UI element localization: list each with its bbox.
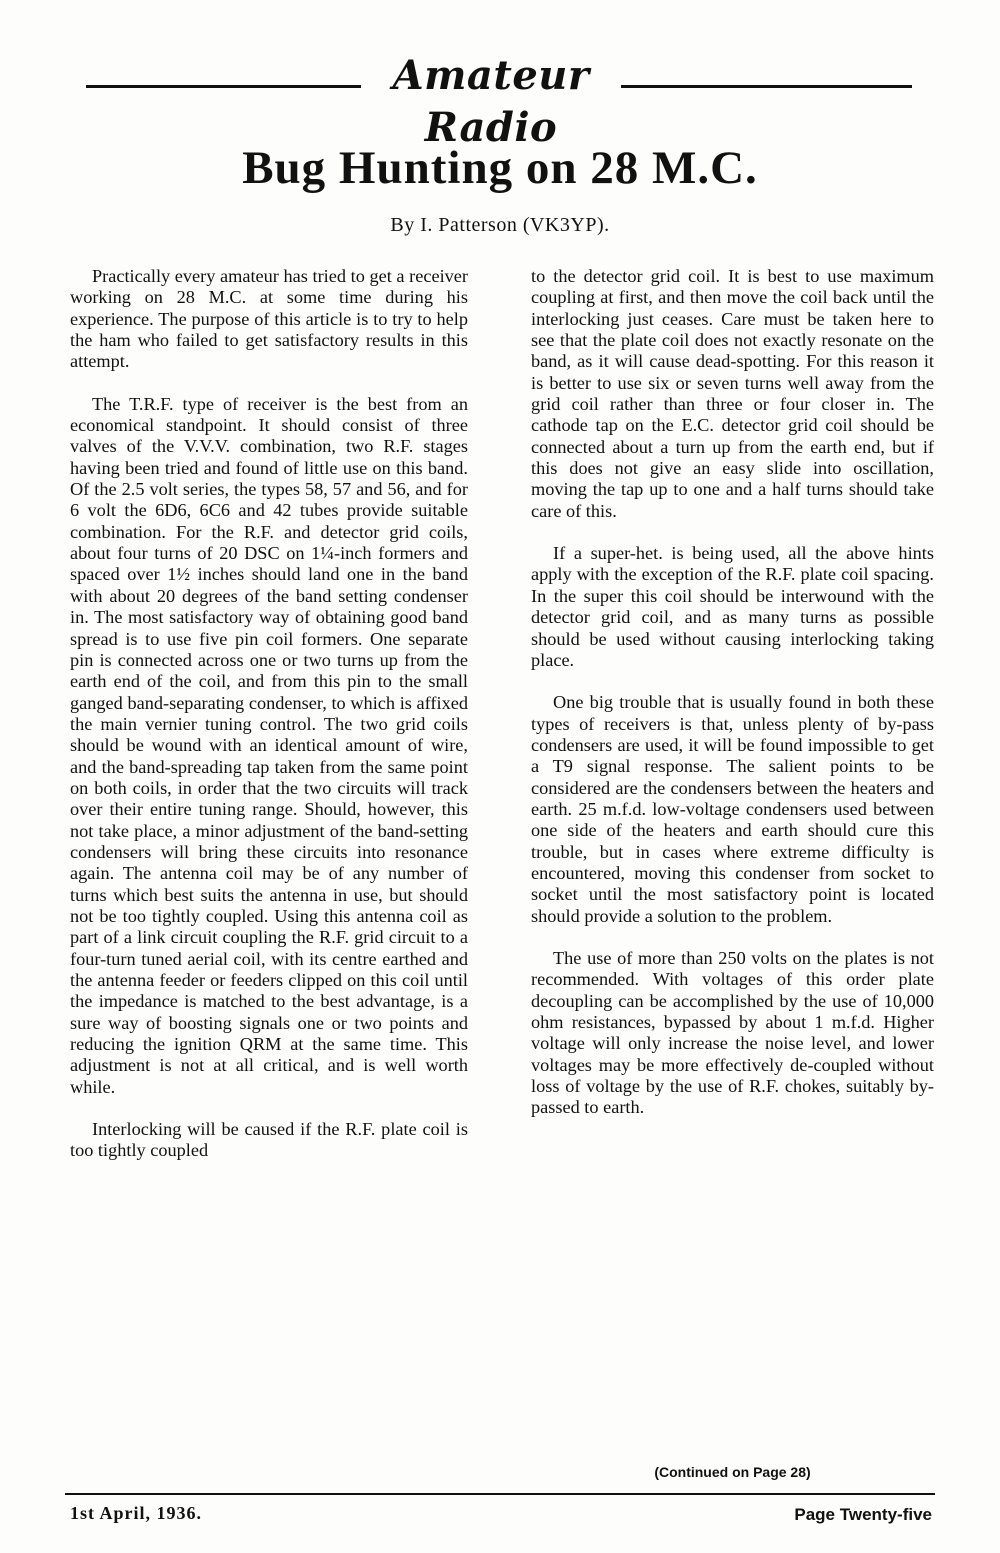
article-title: Bug Hunting on 28 M.C. bbox=[242, 142, 758, 194]
continued-note: (Continued on Page 28) bbox=[654, 1464, 811, 1480]
paragraph: Interlocking will be caused if the R.F. plate coil is too tightly coupled bbox=[70, 1119, 468, 1161]
paragraph: The use of more than 250 volts on the plates is not recommended. With voltages of this order plate decoupling can be accomplished by the use of 10,000 ohm resistances, bypassed by about 1 m.f.d. Higher voltage will only increase the noise level, and lower voltages may be more effectively de-coupled without loss of voltage by the use of R.F. chokes, suitably by-passed to earth. bbox=[531, 947, 934, 1118]
issue-date: 1st April, 1936. bbox=[70, 1503, 203, 1523]
paragraph: If a super-het. is being used, all the above hints apply with the exception of the R.F. plate coil spacing. In the super this coil should be interwound with the detector grid coil, and as many turns as possible should be used without causing interlocking taking place. bbox=[531, 543, 934, 670]
page-number: Page Twenty-five bbox=[794, 1505, 932, 1524]
masthead bbox=[86, 48, 912, 151]
masthead-rule-left bbox=[86, 85, 361, 88]
paragraph: One big trouble that is usually found in both these types of receivers is that, unless plenty of by-pass condensers are used, it will be found impossible to get a T9 signal response. The salient points to be considered are the condensers between the heaters and earth. 25 m.f.d. low-voltage condensers used between one side of the heaters and earth should cure this trouble, but in cases where extreme difficulty is encountered, moving this condenser from socket to socket until the most satisfactory point is located should provide a solution to the problem. bbox=[531, 692, 934, 926]
right-column bbox=[531, 266, 934, 1140]
footer-rule bbox=[65, 1493, 935, 1495]
paragraph: The T.R.F. type of receiver is the best from an economical standpoint. It should consist of three valves of the V.V.V. combination, two R.F. stages having been tried and found of little use on this band. Of the 2.5 volt series, the types 58, 57 and 56, and for 6 volt the 6D6, 6C6 and 42 tubes provide suitable combination. For the R.F. and detector grid coils, about four turns of 20 DSC on 1¼-inch formers and spaced over 1½ inches should land one in the band with about 20 degrees of the band setting condenser in. The most satisfactory way of obtaining good band spread is to use five pin coil formers. One separate pin is connected across one or two turns up from the earth end of the coil, and from this pin to the small ganged band-separating condenser, to which is affixed the main vernier tuning control. The two grid coils should be wound with an identical amount of wire, and the band-spreading tap taken from the same point on both coils, in order that the two circuits will track over their entire tuning range. Should, however, this not take place, a minor adjustment of the band-setting condensers will bring these circuits into resonance again. The antenna coil may be of any number of turns which best suits the antenna in use, but should not be too tightly coupled. Using this antenna coil as part of a link circuit coupling the R.F. grid circuit to a four-turn tuned aerial coil, with its centre earthed and the antenna feeder or feeders clipped on this coil until the impedance is matched to the best advantage, is a sure way of boosting signals one or two points and reducing the ignition QRM at the same time. This adjustment is not at all critical, and is well worth while. bbox=[70, 393, 468, 1097]
section-heading: Amateur Radio bbox=[392, 52, 590, 151]
paragraph-continuation: to the detector grid coil. It is best to use maximum coupling at first, and then move the coil back until the interlocking just ceases. Care must be taken here to see that the plate coil does not exactly resonate on the band, as it will cause dead-spotting. For this reason it is better to use six or seven turns well away from the grid coil rather than three or four closer in. The cathode tap on the E.C. detector grid coil should be connected about a turn up from the earth end, but if this does not give an easy slide into oscillation, moving the tap up to one and a half turns should take care of this. bbox=[531, 266, 934, 521]
left-column bbox=[70, 266, 468, 1183]
masthead-rule-right bbox=[621, 85, 912, 88]
article-byline: By I. Patterson (VK3YP). bbox=[390, 214, 610, 236]
paragraph: Practically every amateur has tried to get a receiver working on 28 M.C. at some time during his experience. The purpose of this article is to try to help the ham who failed to get satisfactory results in this attempt. bbox=[70, 266, 468, 372]
